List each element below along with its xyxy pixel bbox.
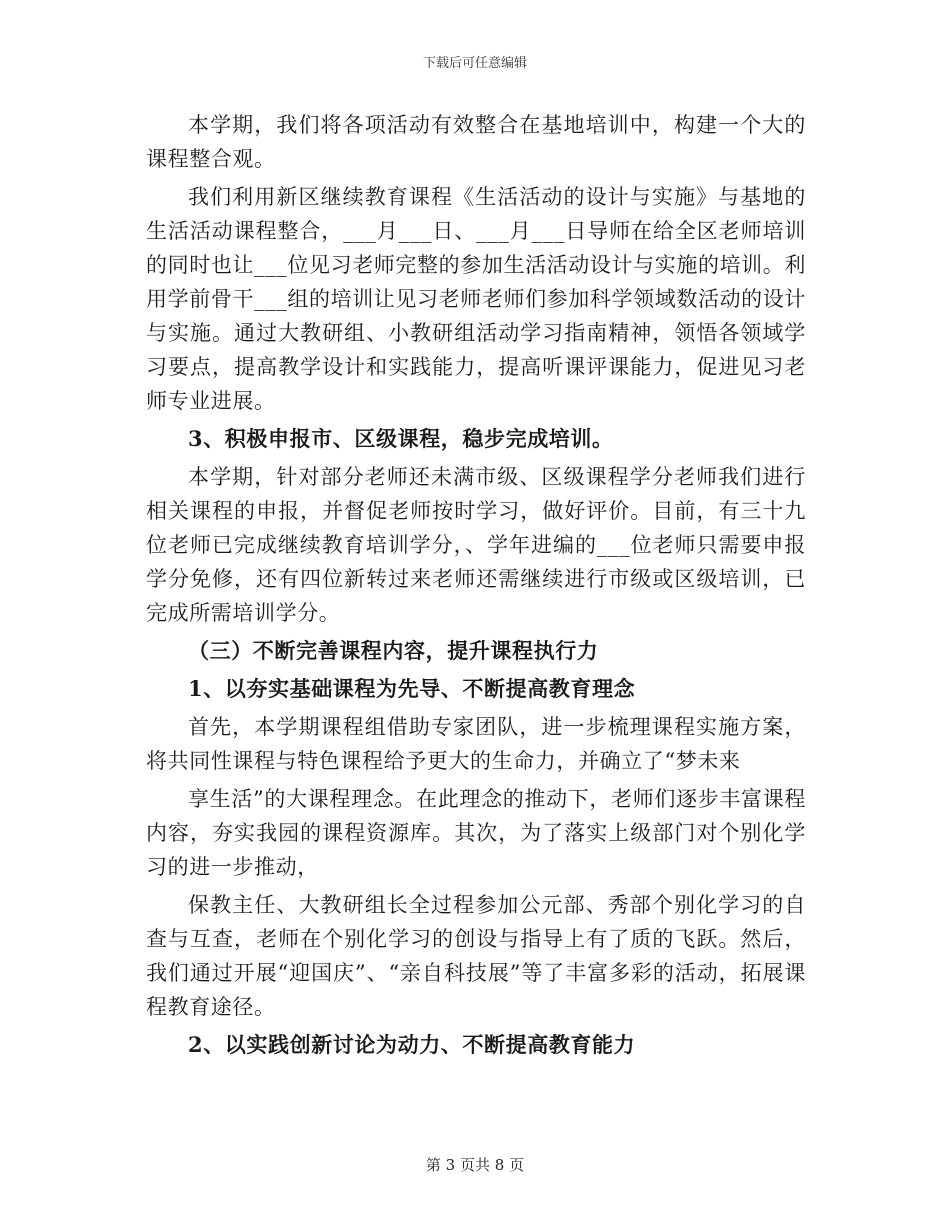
section-heading-1: 1、以夯实基础课程为先导、不断提高教育理念: [188, 676, 636, 701]
page-number: 第 3 页共 8 页: [425, 1156, 525, 1174]
paragraph-2: 我们利用新区继续教育课程《生活活动的设计与实施》与基地的生活活动课程整合，___月___日、___月___日导师在给全区老师培训的同时也让___位见习老师完整的参加生活活动设计与实施的培训。利用学前骨干___组的培训让见习老师老师们参加科学领域数活动的设计与实施。通过大教研组、小教研组活动学习指南精神，领悟各领域学习要点，提高教学设计和实践能力，提高听课评课能力，促进见习老师专业进展。: [146, 185, 806, 413]
paragraph-1: 本学期，我们将各项活动有效整合在基地培训中，构建一个大的课程整合观。: [146, 113, 806, 171]
section-heading-3: 3、积极申报市、区级课程，稳步完成培训。: [188, 426, 614, 451]
section-heading-2: 2、以实践创新讨论为动力、不断提高教育能力: [188, 1032, 636, 1057]
paragraph-6: 保教主任、大教研组长全过程参加公元部、秀部个别化学习的自查与互查，老师在个别化学习的创设与指导上有了质的飞跃。然后，我们通过开展“迎国庆”、“亲自科技展”等了丰富多彩的活动，拓展课程教育途径。: [146, 893, 806, 1019]
paragraph-4: 首先，本学期课程组借助专家团队，进一步梳理课程实施方案，将共同性课程与特色课程给予更大的生命力，并确立了“梦未来: [146, 715, 806, 773]
paragraph-3: 本学期，针对部分老师还未满市级、区级课程学分老师我们进行相关课程的申报，并督促老师按时学习，做好评价。目前，有三十九位老师已完成继续教育培训学分，、学年进编的___位老师只需要申报学分免修，还有四位新转过来老师还需继续进行市级或区级培训，已完成所需培训学分。: [146, 465, 806, 625]
document-body: [146, 108, 806, 1062]
page-header-note: 下载后可任意编辑: [422, 56, 527, 71]
paragraph-5: 享生活”的大课程理念。在此理念的推动下，老师们逐步丰富课程内容，夯实我园的课程资源库。其次，为了落实上级部门对个别化学习的进一步推动，: [146, 787, 806, 879]
section-heading-part-3: （三）不断完善课程内容，提升课程执行力: [188, 638, 599, 663]
